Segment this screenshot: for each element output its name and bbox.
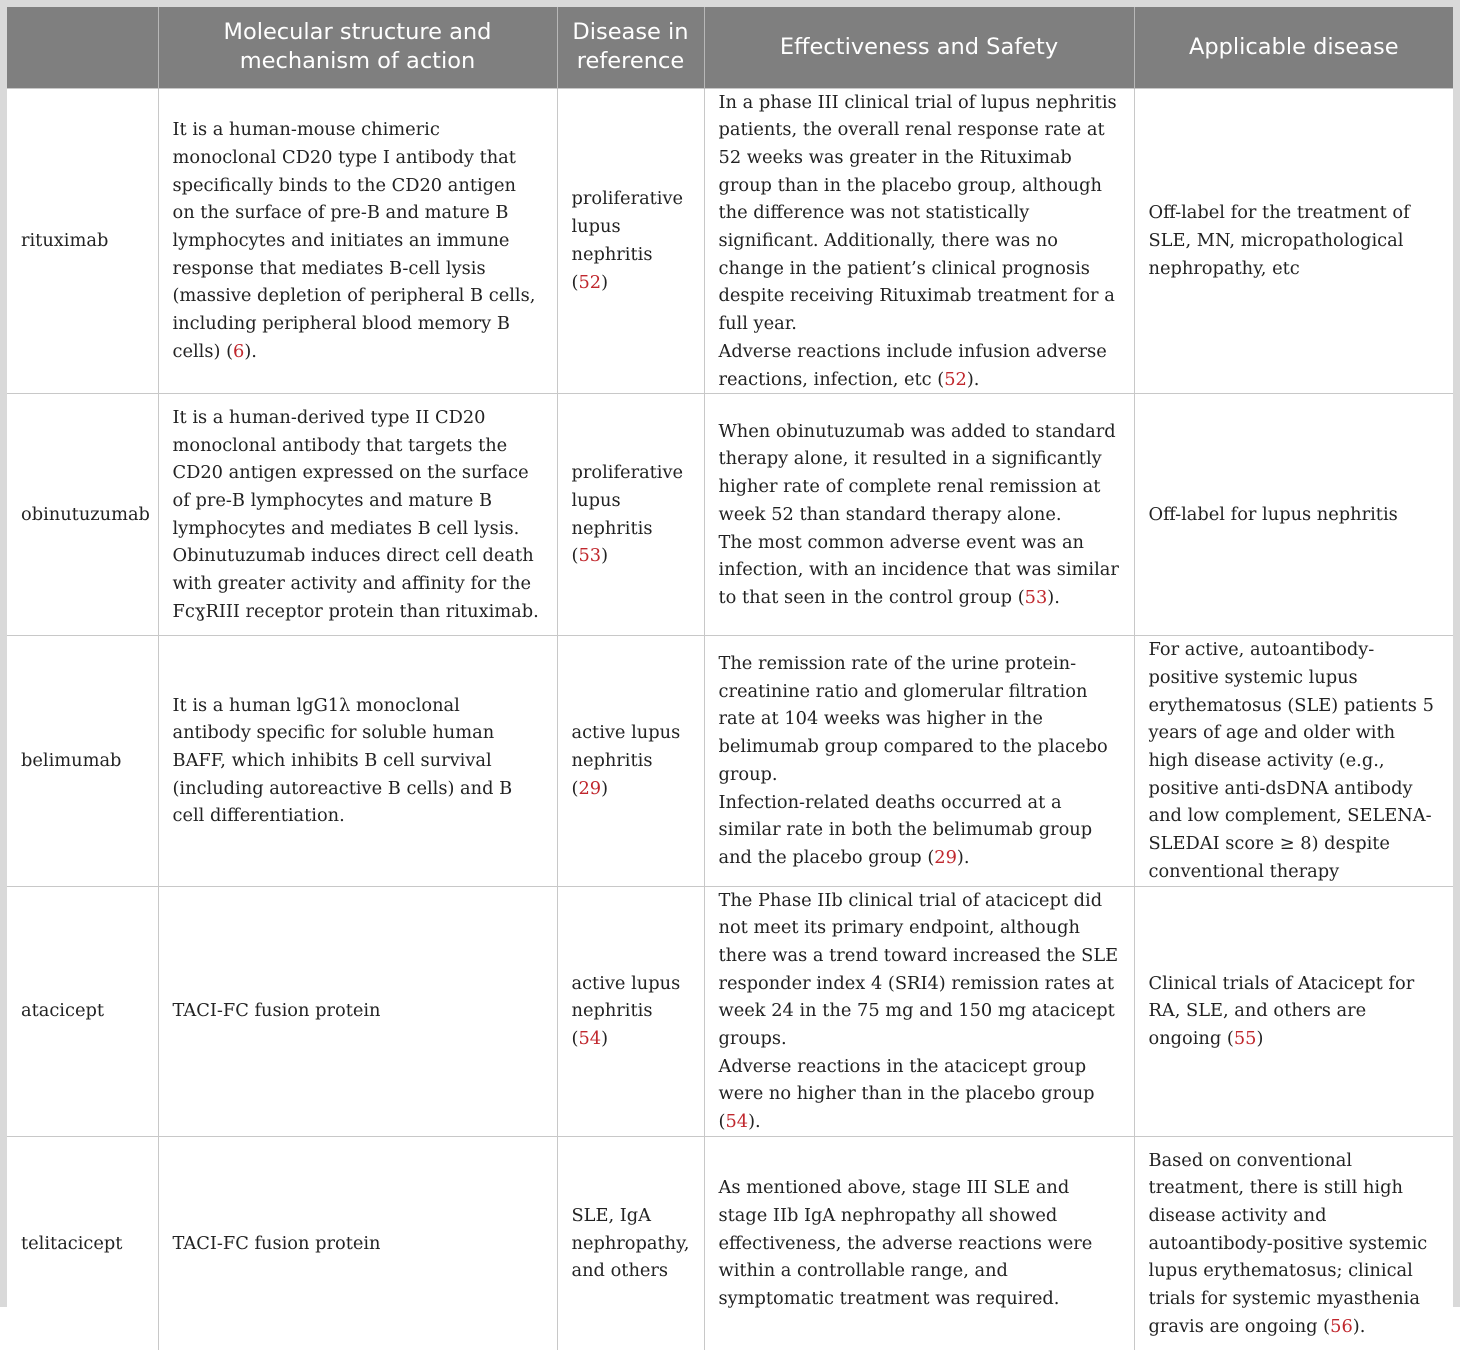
reference-link[interactable]: 29 [934, 847, 957, 868]
effect-paragraph-1: When obinutuzumab was added to standard therapy alone, it resulted in a significantly higher rate of complete renal remission at week 52 than standard therapy alone. [718, 420, 1116, 525]
cell-text-tail: ). [748, 1111, 761, 1133]
effect-cell [704, 394, 1134, 636]
reference-link[interactable]: 55 [1233, 1028, 1257, 1050]
cell-text: It is a human lgG1λ monoclonal antibody specific for soluble human BAFF, which inhibits B cell survival (including autoreactive B cells) and B cell differentiation. [172, 694, 513, 827]
cell-text: proliferative lupus nephritis ( [571, 188, 684, 293]
reference-link[interactable]: 54 [578, 1028, 602, 1050]
disease-cell [557, 1136, 704, 1350]
disease-cell [557, 394, 704, 636]
drug-comparison-table [7, 7, 1453, 1350]
header-effectiveness-safety: Effectiveness and Safety [704, 7, 1134, 88]
reference-link[interactable]: 53 [1024, 586, 1048, 608]
effect-paragraph-2: Infection-related deaths occurred at a similar rate in both the belimumab group and the placebo group ( [718, 791, 1093, 868]
cell-text: It is a human-derived type II CD20 monoclonal antibody that targets the CD20 antigen expressed on the surface of pre-B lymphocytes and mature B lymphocytes and mediates B cell lysis. Obinutuzumab induces direct cell death with greater activity and affinity for the FcɣRIII receptor protein than rituximab. [172, 406, 539, 622]
applicable-cell [1134, 636, 1453, 886]
applicable-cell [1134, 886, 1453, 1136]
reference-link[interactable]: 54 [725, 1111, 749, 1133]
molecular-cell [158, 394, 557, 636]
effect-cell [704, 636, 1134, 886]
table-row [7, 886, 1453, 1136]
table-row [7, 1136, 1453, 1350]
reference-link[interactable]: 6 [233, 340, 245, 362]
header-applicable-disease: Applicable disease [1134, 7, 1453, 88]
cell-text-tail: ). [1352, 1315, 1366, 1337]
applicable-cell [1134, 394, 1453, 636]
cell-text: SLE, IgA nephropathy, and others [571, 1205, 690, 1282]
molecular-cell [158, 88, 557, 394]
reference-link[interactable]: 52 [944, 368, 967, 390]
disease-cell [557, 636, 704, 886]
cell-text-tail: ) [601, 777, 609, 799]
cell-text-tail: ) [601, 271, 609, 293]
applicable-cell [1134, 88, 1453, 394]
cell-text: It is a human-mouse chimeric monoclonal CD20 type I antibody that specifically binds to the CD20 antigen on the surface of pre-B and mature B lymphocytes and initiates an immune response that mediates B-cell lysis (massive depletion of peripheral B cells, including peripheral blood memory B cells) ( [172, 119, 536, 362]
reference-link[interactable]: 29 [578, 777, 602, 799]
molecular-cell [158, 886, 557, 1136]
header-disease-in-reference: Disease in reference [557, 7, 704, 88]
effect-paragraph-1: As mentioned above, stage III SLE and stage IIb IgA nephropathy all showed effectiveness, the adverse reactions were within a controllable range, and symptomatic treatment was required. [718, 1177, 1093, 1310]
table-row [7, 394, 1453, 636]
effect-paragraph-1: In a phase III clinical trial of lupus nephritis patients, the overall renal response rate at 52 weeks was greater in the Rituximab group than in the placebo group, although the difference was not statistically significant. Additionally, there was no change in the patient’s clinical prognosis despite receiving Rituximab treatment for a full year. [718, 91, 1117, 335]
molecular-cell [158, 636, 557, 886]
drug-name: obinutuzumab [7, 394, 158, 636]
table-row [7, 88, 1453, 394]
drug-name: atacicept [7, 886, 158, 1136]
cell-text-tail: ). [966, 368, 980, 390]
cell-text: Based on conventional treatment, there is still high disease activity and autoantibody-positive systemic lupus erythematosus; clinical trials for systemic myasthenia gravis are ongoing ( [1148, 1149, 1428, 1337]
effect-paragraph-2: Adverse reactions in the atacicept group were no higher than in the placebo group ( [718, 1055, 1095, 1133]
effect-paragraph-2: The most common adverse event was an infection, with an incidence that was similar to that seen in the control group ( [718, 531, 1119, 608]
cell-text-tail: ) [601, 545, 609, 567]
applicable-cell [1134, 1136, 1453, 1350]
header-row [7, 7, 1453, 88]
effect-paragraph-1: The Phase IIb clinical trial of atacicept did not meet its primary endpoint, although there was a trend toward increased the SLE responder index 4 (SRI4) remission rates at week 24 in the 75 mg and 150 mg atacicept groups. [718, 889, 1119, 1050]
cell-text: Off-label for lupus nephritis [1148, 503, 1398, 525]
header-molecular-structure: Molecular structure and mechanism of action [158, 7, 557, 88]
cell-text: proliferative lupus nephritis ( [571, 462, 684, 567]
cell-text: active lupus nephritis ( [571, 972, 681, 1050]
cell-text-tail: ) [601, 1028, 609, 1050]
effect-paragraph-1: The remission rate of the urine protein-creatinine ratio and glomerular filtration rate at 104 weeks was higher in the belimumab group compared to the placebo group. [718, 653, 1108, 785]
effect-cell [704, 88, 1134, 394]
disease-cell [557, 88, 704, 394]
cell-text: For active, autoantibody-positive systemic lupus erythematosus (SLE) patients 5 years of age and older with high disease activity (e.g., positive anti-dsDNA antibody and low complement, SELENA-SLEDAI score ≥ 8) despite conventional therapy [1148, 639, 1434, 882]
cell-text: TACI-FC fusion protein [172, 1000, 381, 1022]
cell-text: TACI-FC fusion protein [172, 1232, 381, 1254]
cell-text: active lupus nephritis ( [571, 722, 681, 799]
effect-paragraph-2: Adverse reactions include infusion adverse reactions, infection, etc ( [718, 340, 1107, 390]
cell-text-tail: ) [1256, 1028, 1264, 1050]
cell-text: Clinical trials of Atacicept for RA, SLE, and others are ongoing ( [1148, 972, 1415, 1050]
effect-cell [704, 1136, 1134, 1350]
drug-name: rituximab [7, 88, 158, 394]
disease-cell [557, 886, 704, 1136]
table-row [7, 636, 1453, 886]
cell-text-tail: ). [244, 340, 257, 362]
effect-cell [704, 886, 1134, 1136]
drug-name: belimumab [7, 636, 158, 886]
cell-text-tail: ). [1047, 586, 1060, 608]
header-drug [7, 7, 158, 88]
molecular-cell [158, 1136, 557, 1350]
reference-link[interactable]: 56 [1330, 1315, 1353, 1337]
reference-link[interactable]: 53 [578, 545, 602, 567]
cell-text-tail: ). [956, 847, 970, 868]
reference-link[interactable]: 52 [578, 271, 602, 293]
cell-text: Off-label for the treatment of SLE, MN, micropathological nephropathy, etc [1148, 202, 1410, 279]
drug-name: telitacicept [7, 1136, 158, 1350]
